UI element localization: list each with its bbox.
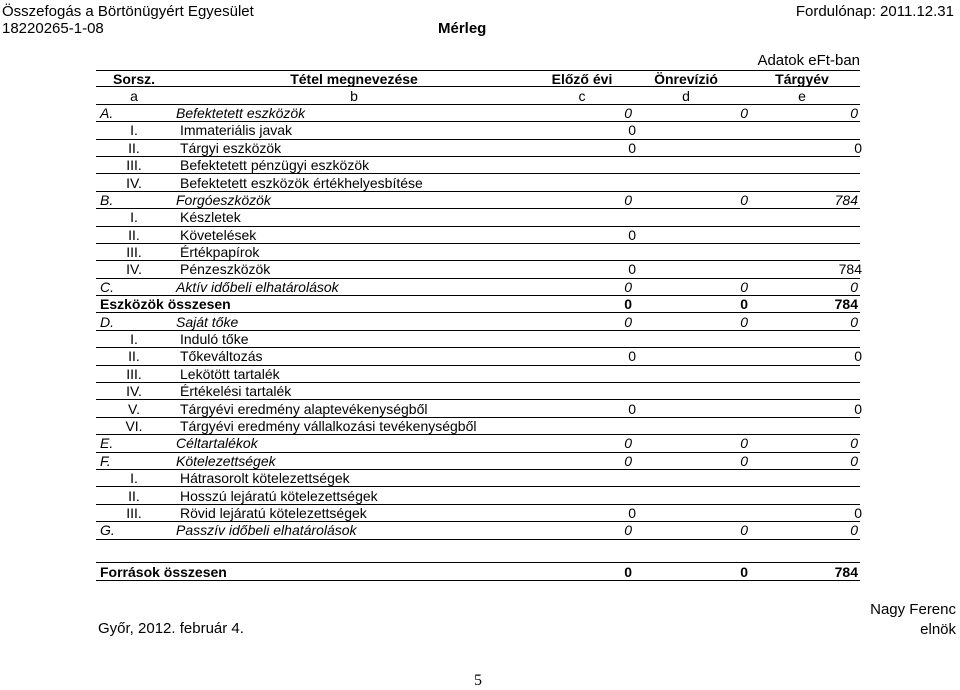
revision-value: 0 [740, 522, 748, 539]
current-year-value: 0 [850, 452, 858, 469]
row-number: III. [126, 504, 142, 521]
column-letter-row [96, 87, 860, 104]
prev-year-value: 0 [624, 452, 632, 469]
table-row [96, 174, 860, 191]
row-name: Készletek [180, 209, 241, 226]
row-number: A. [100, 104, 114, 121]
prev-year-value: 0 [624, 313, 632, 330]
row-name: Értékpapírok [180, 244, 260, 261]
row-name: Tőkeváltozás [180, 348, 263, 365]
revision-value: 0 [740, 104, 748, 121]
table-row [96, 244, 860, 261]
prev-year-value: 0 [628, 261, 636, 278]
row-number: I. [130, 209, 138, 226]
row-number: II. [128, 348, 140, 365]
column-header: Tétel megnevezése [290, 70, 418, 87]
balance-date: Fordulónap: 2011.12.31 [795, 3, 954, 20]
row-number: D. [100, 313, 114, 330]
row-number: I. [130, 331, 138, 348]
table-header-row [96, 70, 860, 87]
row-number: III. [126, 365, 142, 382]
table-row [96, 192, 860, 209]
column-letter: a [130, 87, 138, 104]
revision-value: 0 [740, 452, 748, 469]
column-header: Tárgyév [775, 70, 829, 87]
prev-year-value: 0 [624, 278, 632, 295]
prev-year-value: 0 [628, 504, 636, 521]
table-row [96, 453, 860, 470]
current-year-value: 784 [834, 563, 858, 580]
document-title: Mérleg [438, 20, 487, 37]
row-name: Hátrasorolt kötelezettségek [180, 470, 350, 487]
organization-name: Összefogás a Börtönügyért Egyesület [2, 3, 254, 20]
prev-year-value: 0 [624, 104, 632, 121]
row-name: Immateriális javak [180, 122, 293, 139]
table-row [96, 279, 860, 296]
table-row [96, 400, 860, 417]
row-name: Tárgyévi eredmény alaptevékenységből [180, 400, 428, 417]
row-number: VI. [125, 418, 143, 434]
prev-year-value: 0 [624, 563, 632, 580]
column-letter: c [578, 87, 586, 104]
place-date: Győr, 2012. február 4. [98, 620, 244, 637]
page-number: 5 [474, 672, 482, 689]
row-name: Befektetett pénzügyi eszközök [180, 157, 370, 174]
row-name: Lekötött tartalék [180, 365, 280, 382]
row-number: II. [128, 226, 140, 243]
column-header: Önrevízió [654, 70, 718, 87]
revision-value: 0 [740, 563, 748, 580]
row-number: B. [100, 191, 114, 208]
table-row [96, 331, 860, 348]
prev-year-value: 0 [624, 522, 632, 539]
signer-title: elnök [920, 621, 956, 638]
table-row [96, 227, 860, 244]
row-name: Tárgyévi eredmény vállalkozási tevékenységből [180, 418, 477, 434]
prev-year-value: 0 [624, 296, 632, 313]
row-number: I. [130, 470, 138, 487]
current-year-value: 0 [850, 313, 858, 330]
total-sources-row [96, 562, 860, 581]
total-row [96, 296, 860, 313]
table-row [96, 470, 860, 487]
row-name: Tárgyi eszközök [180, 139, 282, 156]
balance-table [96, 70, 860, 540]
row-name: Rövid lejáratú kötelezettségek [180, 504, 367, 521]
row-name: Céltartalékok [176, 435, 258, 452]
row-name: Befektetett eszközök értékhelyesbítése [180, 174, 423, 191]
row-number: IV. [126, 261, 142, 278]
column-letter: d [682, 87, 690, 104]
current-year-value: 0 [854, 139, 862, 156]
table-row [96, 435, 860, 452]
revision-value: 0 [740, 278, 748, 295]
row-number: V. [128, 400, 140, 417]
row-number: II. [128, 139, 140, 156]
table-row [96, 105, 860, 122]
column-header: Előző évi [551, 70, 613, 87]
column-letter: e [798, 87, 806, 104]
table-row [96, 418, 860, 435]
prev-year-value: 0 [624, 191, 632, 208]
table-row [96, 505, 860, 522]
current-year-value: 0 [850, 522, 858, 539]
prev-year-value: 0 [624, 435, 632, 452]
row-number: F. [100, 452, 111, 469]
units-note: Adatok eFt-ban [757, 52, 860, 69]
row-number: IV. [126, 383, 142, 400]
current-year-value: 784 [838, 261, 862, 278]
row-number: C. [100, 278, 114, 295]
row-name: Források összesen [100, 563, 227, 580]
current-year-value: 0 [854, 504, 862, 521]
table-row [96, 157, 860, 174]
prev-year-value: 0 [628, 226, 636, 243]
current-year-value: 0 [850, 435, 858, 452]
row-number: IV. [126, 174, 142, 191]
current-year-value: 0 [850, 104, 858, 121]
row-number: III. [126, 157, 142, 174]
row-number: III. [126, 244, 142, 261]
registration-number: 18220265-1-08 [2, 20, 104, 37]
row-name: Eszközök összesen [100, 296, 231, 313]
current-year-value: 784 [834, 191, 858, 208]
table-row [96, 209, 860, 226]
prev-year-value: 0 [628, 348, 636, 365]
signature-block [870, 600, 956, 640]
row-name: Forgóeszközök [176, 191, 271, 208]
row-number: G. [100, 522, 115, 539]
row-name: Saját tőke [176, 313, 239, 330]
row-name: Hosszú lejáratú kötelezettségek [180, 487, 378, 504]
current-year-value: 784 [834, 296, 858, 313]
table-row [96, 366, 860, 383]
table-row [96, 383, 860, 400]
revision-value: 0 [740, 313, 748, 330]
revision-value: 0 [740, 435, 748, 452]
revision-value: 0 [740, 191, 748, 208]
row-name: Aktív időbeli elhatárolások [176, 278, 339, 295]
table-row [96, 261, 860, 278]
row-name: Kötelezettségek [176, 452, 276, 469]
current-year-value: 0 [854, 348, 862, 365]
row-name: Befektetett eszközök [176, 104, 306, 121]
table-row [96, 140, 860, 157]
column-letter: b [350, 87, 358, 104]
signer-name: Nagy Ferenc [870, 601, 956, 618]
row-number: I. [130, 122, 138, 139]
table-row [96, 487, 860, 504]
row-number: E. [100, 435, 114, 452]
table-row [96, 348, 860, 365]
current-year-value: 0 [850, 278, 858, 295]
prev-year-value: 0 [628, 139, 636, 156]
table-row [96, 122, 860, 139]
table-body [96, 105, 860, 540]
row-name: Értékelési tartalék [180, 383, 292, 400]
row-number: II. [128, 487, 140, 504]
column-header: Sorsz. [112, 70, 155, 87]
row-name: Passzív időbeli elhatárolások [176, 522, 357, 539]
prev-year-value: 0 [628, 400, 636, 417]
row-name: Követelések [180, 226, 257, 243]
table-row [96, 522, 860, 539]
current-year-value: 0 [854, 400, 862, 417]
table-row [96, 313, 860, 330]
row-name: Induló tőke [180, 331, 249, 348]
row-name: Pénzeszközök [180, 261, 271, 278]
prev-year-value: 0 [628, 122, 636, 139]
revision-value: 0 [740, 296, 748, 313]
